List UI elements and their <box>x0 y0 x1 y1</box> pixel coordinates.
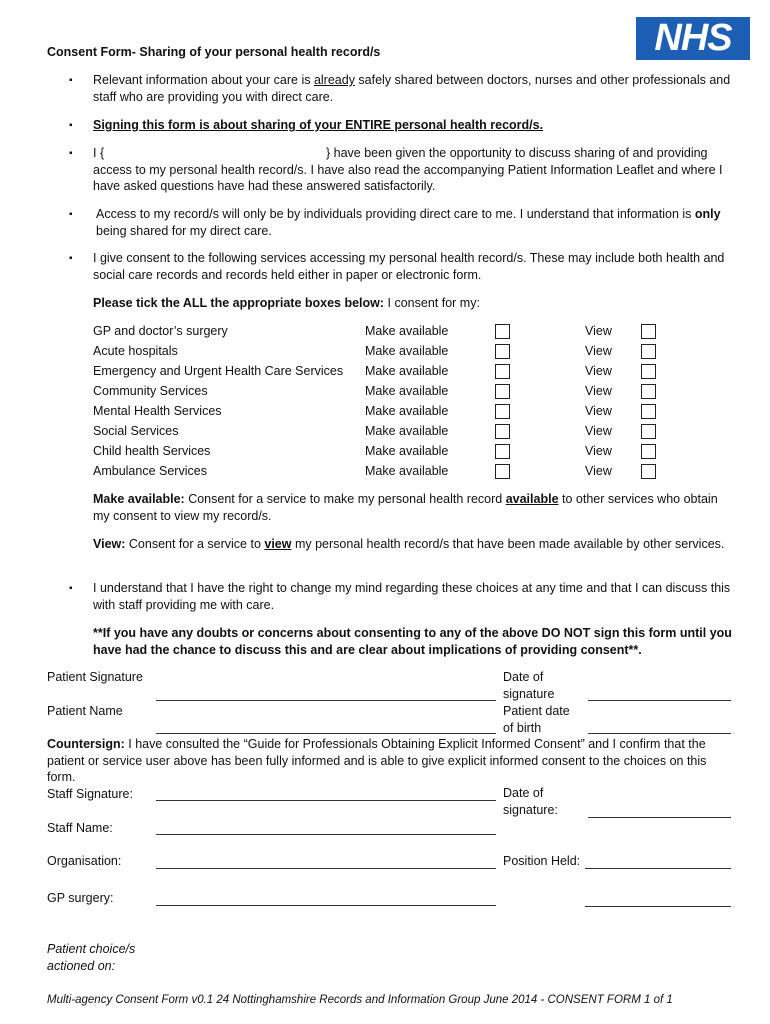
bullet-icon: ▪ <box>69 148 73 159</box>
make-available-label: Make available <box>365 324 449 338</box>
date-of-signature-line[interactable] <box>588 700 731 701</box>
warning-text: **If you have any doubts or concerns about consenting to any of the above DO NOT sign this form until you have had the chance to discuss this and are clear about implications of providing consent**. <box>93 626 732 657</box>
make-available-label: Make available <box>365 424 449 438</box>
make-available-checkbox[interactable] <box>495 464 510 479</box>
bullet-icon: ▪ <box>69 120 73 131</box>
bullet-icon: ▪ <box>69 209 73 220</box>
staff-date-line[interactable] <box>588 817 731 818</box>
staff-date-label: Date of signature: <box>503 786 558 817</box>
staff-signature-line[interactable] <box>156 800 496 801</box>
make-available-checkbox[interactable] <box>495 404 510 419</box>
nhs-logo: NHS <box>636 17 750 60</box>
staff-signature-label: Staff Signature: <box>47 787 133 801</box>
view-label: View <box>585 384 612 398</box>
staff-name-line[interactable] <box>156 834 496 835</box>
patient-name-label: Patient Name <box>47 704 123 718</box>
extra-line[interactable] <box>585 906 731 907</box>
paragraph-opportunity: } have been given the opportunity to discuss sharing of and providing access to my personal health record/s. I have also read the accompanying Patient Information Leaflet and where I have asked questions have had these answered satisfactorily. <box>93 146 723 193</box>
make-available-checkbox[interactable] <box>495 364 510 379</box>
service-row <box>93 343 693 361</box>
service-row <box>93 363 693 381</box>
view-definition: View: Consent for a service to view my personal health record/s that have been made available by other services. <box>93 537 725 551</box>
countersign-text: Countersign: I have consulted the “Guide for Professionals Obtaining Explicit Informed Consent” and I confirm that the patient or service user above has been fully informed and is able to give explicit informed consent to the choices on this form. <box>47 737 707 784</box>
patient-signature-label: Patient Signature <box>47 670 143 684</box>
view-label: View <box>585 344 612 358</box>
view-checkbox[interactable] <box>641 344 656 359</box>
position-held-line[interactable] <box>585 868 731 869</box>
make-available-checkbox[interactable] <box>495 444 510 459</box>
view-checkbox[interactable] <box>641 424 656 439</box>
make-available-label: Make available <box>365 444 449 458</box>
service-row <box>93 463 693 481</box>
gp-surgery-line[interactable] <box>156 905 496 906</box>
view-checkbox[interactable] <box>641 324 656 339</box>
service-name: Acute hospitals <box>93 344 178 358</box>
paragraph-care-shared: Relevant information about your care is already safely shared between doctors, nurses and other professionals and staff who are providing you with direct care. <box>93 73 731 104</box>
service-row <box>93 443 693 461</box>
make-available-label: Make available <box>365 344 449 358</box>
paragraph-entire-record: Signing this form is about sharing of your ENTIRE personal health record/s. <box>93 118 544 132</box>
view-checkbox[interactable] <box>641 384 656 399</box>
tick-heading: Please tick the ALL the appropriate boxes below: I consent for my: <box>93 296 480 310</box>
view-label: View <box>585 404 612 418</box>
patient-dob-label: Patient date of birth <box>503 704 570 735</box>
view-label: View <box>585 464 612 478</box>
service-name: GP and doctor’s surgery <box>93 324 228 338</box>
view-label: View <box>585 444 612 458</box>
patient-name-line[interactable] <box>156 733 496 734</box>
make-available-checkbox[interactable] <box>495 424 510 439</box>
gp-surgery-label: GP surgery: <box>47 891 114 905</box>
view-label: View <box>585 324 612 338</box>
service-name: Ambulance Services <box>93 464 207 478</box>
paragraph-access: Access to my record/s will only be by individuals providing direct care to me. I understand that information is only being shared for my direct care. <box>96 207 721 238</box>
organisation-label: Organisation: <box>47 854 122 868</box>
service-name: Social Services <box>93 424 179 438</box>
service-name: Emergency and Urgent Health Care Services <box>93 364 344 378</box>
staff-name-label: Staff Name: <box>47 821 113 835</box>
service-row <box>93 323 693 341</box>
view-checkbox[interactable] <box>641 444 656 459</box>
organisation-line[interactable] <box>156 868 496 869</box>
service-row <box>93 403 693 421</box>
make-available-label: Make available <box>365 364 449 378</box>
service-row <box>93 383 693 401</box>
make-available-checkbox[interactable] <box>495 344 510 359</box>
service-name: Child health Services <box>93 444 211 458</box>
make-available-checkbox[interactable] <box>495 384 510 399</box>
paragraph-consent-services: I give consent to the following services accessing my personal health record/s. These may include both health and social care records and records held either in paper or electronic form. <box>93 251 725 282</box>
view-checkbox[interactable] <box>641 364 656 379</box>
page-title: Consent Form- Sharing of your personal health record/s <box>47 45 381 59</box>
bullet-icon: ▪ <box>69 583 73 594</box>
date-of-signature-label: Date of signature <box>503 670 555 701</box>
patient-signature-line[interactable] <box>156 700 496 701</box>
make-available-label: Make available <box>365 464 449 478</box>
view-checkbox[interactable] <box>641 404 656 419</box>
patient-dob-line[interactable] <box>588 733 731 734</box>
make-available-label: Make available <box>365 384 449 398</box>
service-name: Community Services <box>93 384 208 398</box>
service-row <box>93 423 693 441</box>
view-checkbox[interactable] <box>641 464 656 479</box>
view-label: View <box>585 364 612 378</box>
paragraph-change-mind: I understand that I have the right to change my mind regarding these choices at any time and that I can discuss this with staff providing me with care. <box>93 581 731 612</box>
view-label: View <box>585 424 612 438</box>
actioned-on-label: Patient choice/s actioned on: <box>47 942 136 973</box>
make-available-checkbox[interactable] <box>495 324 510 339</box>
make-available-definition: Make available: Consent for a service to make my personal health record available to other services who obtain my consent to view my record/s. <box>93 492 718 523</box>
make-available-label: Make available <box>365 404 449 418</box>
name-field-open: I { <box>93 146 105 160</box>
footer-text: Multi-agency Consent Form v0.1 24 Nottinghamshire Records and Information Group June 2014 - CONSENT FORM 1 of 1 <box>47 994 673 1006</box>
bullet-icon: ▪ <box>69 75 73 86</box>
bullet-icon: ▪ <box>69 253 73 264</box>
position-held-label: Position Held: <box>503 854 581 868</box>
service-name: Mental Health Services <box>93 404 222 418</box>
